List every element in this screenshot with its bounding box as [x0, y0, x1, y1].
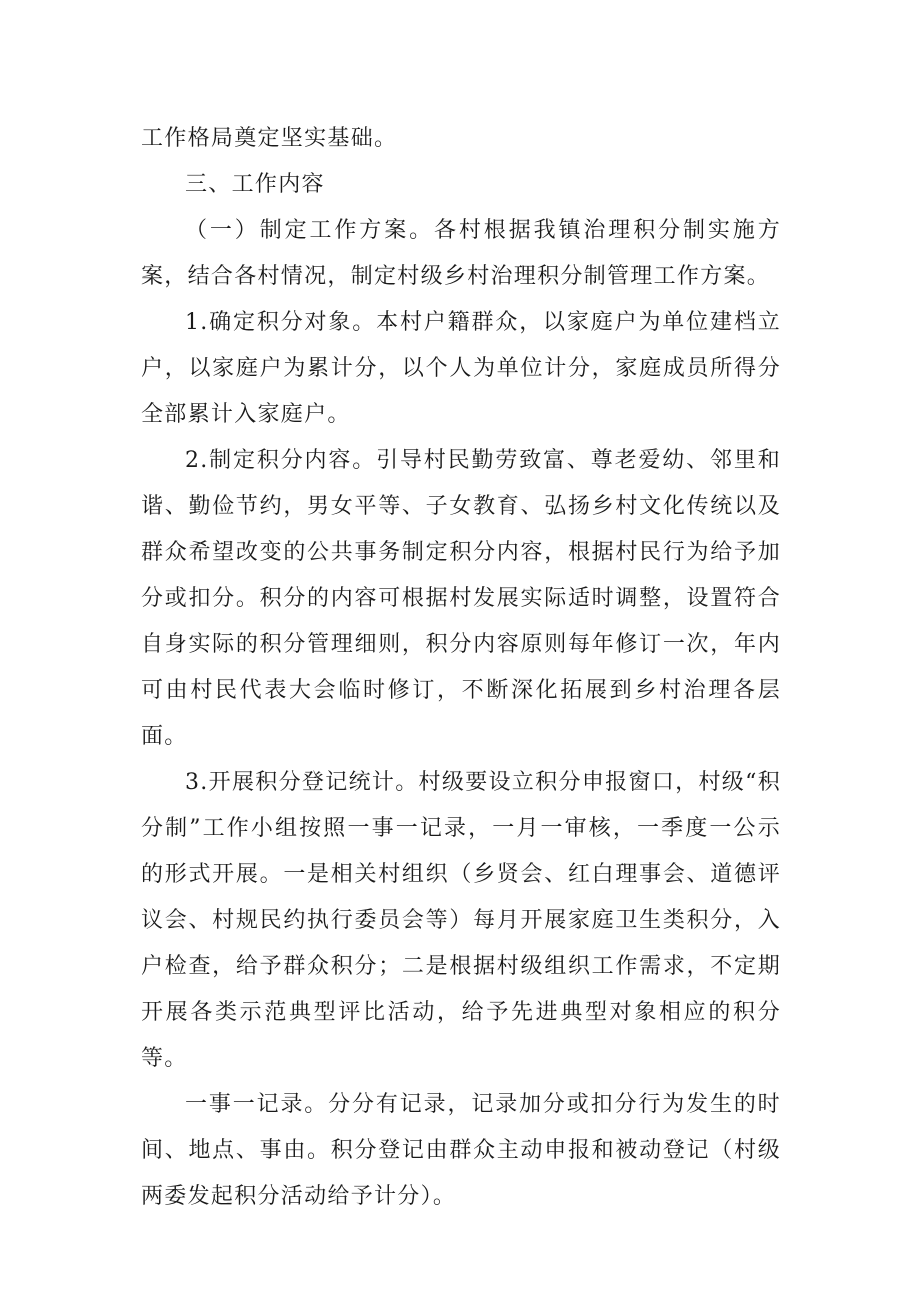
paragraph-record: 一事一记录。分分有记录，记录加分或扣分行为发生的时间、地点、事由。积分登记由群众主动申报和被动登记（村级两委发起积分活动给予计分）。: [141, 1092, 781, 1209]
document-body: [141, 116, 781, 1220]
section-heading-work-content: 三、工作内容: [185, 172, 325, 197]
paragraph-item-2: 2.制定积分内容。引导村民勤劳致富、尊老爱幼、邻里和谐、勤俭节约，男女平等、子女教育、弘扬乡村文化传统以及群众希望改变的公共事务制定积分内容，根据村民行为给予加分或扣分。积分的内容可根据村发展实际适时调整，设置符合自身实际的积分管理细则，积分内容原则每年修订一次，年内可由村民代表大会临时修订，不断深化拓展到乡村治理各层面。: [141, 448, 781, 749]
paragraph-work-plan: （一）制定工作方案。各村根据我镇治理积分制实施方案，结合各村情况，制定村级乡村治理积分制管理工作方案。: [141, 218, 781, 289]
paragraph-continuation: 工作格局奠定坚实基础。: [141, 126, 398, 151]
paragraph-item-1: 1.确定积分对象。本村户籍群众，以家庭户为单位建档立户，以家庭户为累计分，以个人为单位计分，家庭成员所得分全部累计入家庭户。: [141, 310, 781, 427]
paragraph-item-3: 3.开展积分登记统计。村级要设立积分申报窗口，村级“积分制”工作小组按照一事一记录，一月一审核，一季度一公示的形式开展。一是相关村组织（乡贤会、红白理事会、道德评议会、村规民约执行委员会等）每月开展家庭卫生类积分，入户检查，给予群众积分；二是根据村级组织工作需求，不定期开展各类示范典型评比活动，给予先进典型对象相应的积分等。: [141, 770, 781, 1071]
